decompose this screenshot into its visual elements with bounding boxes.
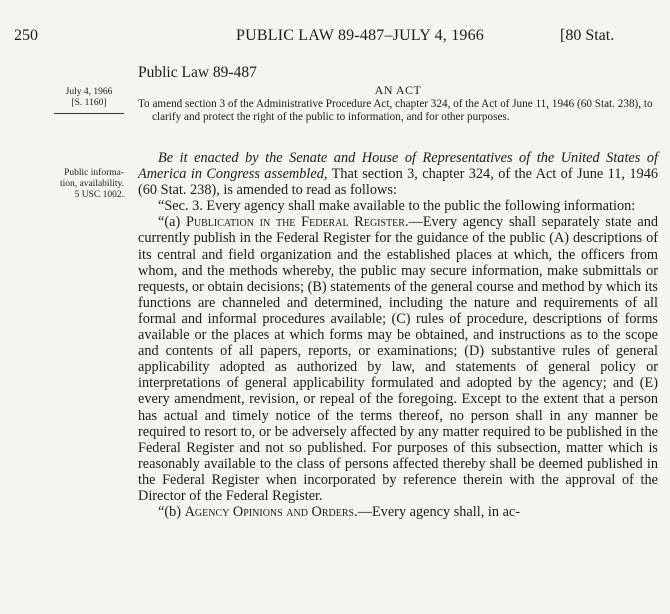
margin-divider [54, 113, 124, 114]
subsection-b [138, 504, 658, 520]
subsection-b-heading: Agency Opinions and Orders. [184, 504, 358, 521]
subsection-a [138, 214, 658, 504]
margin-date-block [54, 87, 124, 109]
subsection-a-heading: Publication in the Federal Register. [185, 214, 409, 231]
margin-note-line: Public informa- [64, 168, 124, 178]
page-number: 250 [14, 27, 38, 44]
enacting-clause [138, 150, 658, 198]
statute-reference: [80 Stat. [560, 27, 615, 44]
law-title: Public Law 89-487 [138, 64, 257, 81]
section-3-intro: “Sec. 3. Every agency shall make available to the public the following information: [158, 198, 636, 215]
enacting-clause-italic: Be it enacted by the Senate and House of Representatives of the United States of America in Congress assembled, [138, 150, 658, 183]
subsection-b-lead: “(b) [158, 504, 185, 521]
margin-bill-number: [S. 1160] [71, 98, 107, 108]
margin-note-line: tion, availability. [59, 179, 124, 189]
running-header-title: PUBLIC LAW 89-487–JULY 4, 1966 [236, 27, 484, 44]
law-body [138, 150, 658, 520]
enacting-clause-text: That section 3, chapter 324, of the Act of June 11, 1946 (60 Stat. 238), is amended to read as follows: [138, 166, 658, 199]
act-purpose-text: To amend section 3 of the Administrative Procedure Act, chapter 324, of the Act of June 11, 1946 (60 Stat. 238), to clarify and protect the right of the public to information, and for other purposes. [138, 98, 653, 123]
subsection-a-text: —Every agency shall separately state and currently publish in the Federal Register for the guidance of the public (A) descriptions of its central and field organization and the established places at which, the officers from whom, and the methods whereby, the public may secure information, make submittals or requests, or obtain decisions; (B) statements of the general course and method by which its functions are channeled and determined, including the nature and requirements of all formal and informal procedures available; (C) rules of procedure, descriptions of forms available or the places at which forms may be obtained, and instructions as to the scope and contents of all papers, reports, or examinations; (D) substantive rules of general applicability adopted as authorized by law, and statements of general policy or interpretations of general applicability formulated and adopted by the agency; and (E) every amendment, revision, or repeal of the foregoing. Except to the extent that a person has actual and timely notice of the terms thereof, no person shall in any manner be required to resort to, or be adversely affected by any matter required to be published in the Federal Register and not so published. For purposes of this subsection, matter which is reasonably available to the class of persons affected thereby shall be deemed published in the Federal Register when incorporated by reference therein with the approval of the Director of the Federal Register. [138, 214, 658, 504]
act-purpose [138, 98, 658, 124]
an-act-heading: AN ACT [374, 83, 422, 97]
margin-date: July 4, 1966 [65, 87, 113, 97]
subsection-a-lead: “(a) [158, 214, 186, 231]
subsection-b-text: —Every agency shall, in ac- [357, 504, 521, 521]
margin-note-line: 5 USC 1002. [74, 190, 124, 200]
margin-note [14, 168, 124, 201]
